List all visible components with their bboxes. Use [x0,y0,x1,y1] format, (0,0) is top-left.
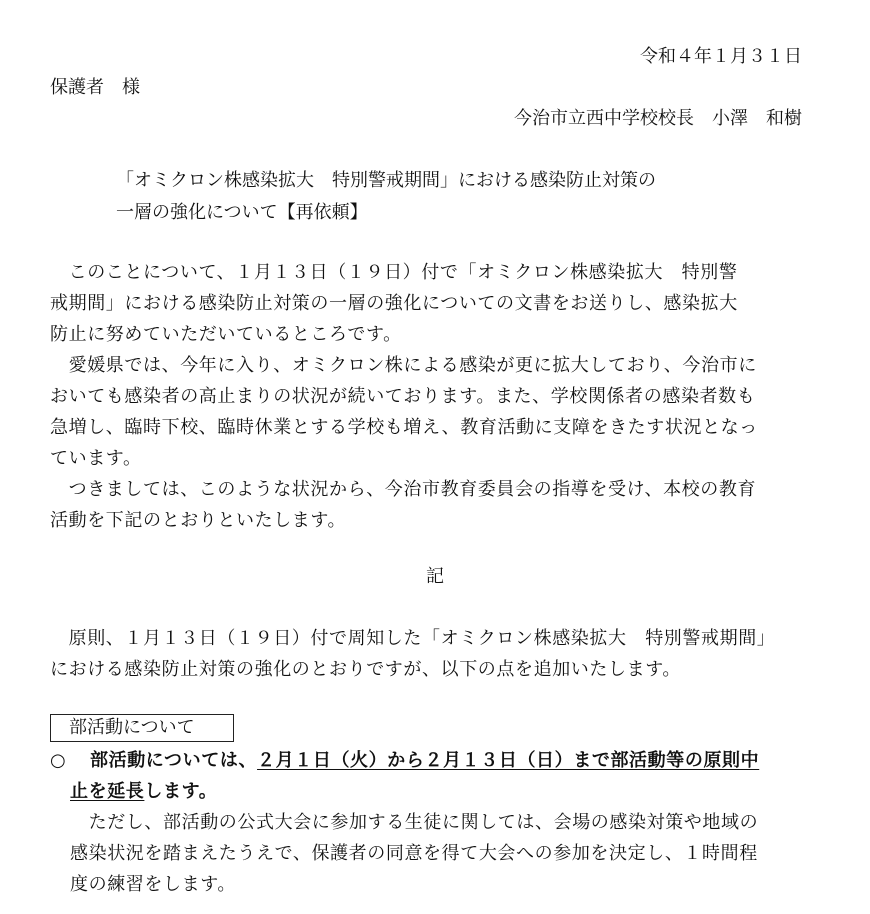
note-line: ただし、部活動の公式大会に参加する生徒に関しては、会場の感染対策や地域の [70,812,759,833]
section-heading: 部活動について [69,717,195,738]
body-line: ています。 [50,448,142,469]
body-line: 愛媛県では、今年に入り、オミクロン株による感染が更に拡大しており、今治市に [50,355,757,376]
section-heading-box [50,714,234,742]
body-line: つきましては、このような状況から、今治市教育委員会の指導を受け、本校の教育 [50,479,757,500]
item-prefix: 部活動については、 [90,750,258,771]
section-item-line-1 [90,750,759,772]
document-title-line-2: 一層の強化について【再依頼】 [116,202,368,223]
note-line: 度の練習をします。 [70,874,236,895]
document-date: 令和４年１月３１日 [640,46,802,67]
body-line: 戒期間」における感染防止対策の一層の強化についての文書をお送りし、感染拡大 [50,293,738,314]
ki-heading: 記 [426,566,444,587]
principle-line: における感染防止対策の強化のとおりですが、以下の点を追加いたします。 [50,659,681,680]
item-underlined-text: 止を延長 [70,781,145,802]
body-line: 急増し、臨時下校、臨時休業とする学校も増え、教育活動に支障をきたす状況となっ [50,417,758,438]
body-line: このことについて、１月１３日（１９日）付で「オミクロン株感染拡大 特別警 [50,262,738,283]
note-line: 感染状況を踏まえたうえで、保護者の同意を得て大会への参加を決定し、１時間程 [70,843,758,864]
body-line: おいても感染者の高止まりの状況が続いております。また、学校関係者の感染者数も [50,386,756,407]
section-item-line-2 [70,781,217,803]
item-suffix: します。 [144,781,218,802]
addressee: 保護者 様 [50,77,140,98]
principle-line: 原則、１月１３日（１９日）付で周知した「オミクロン株感染拡大 特別警戒期間」 [50,628,776,649]
bullet-icon: ○ [50,750,66,771]
body-line: 防止に努めていただいているところです。 [50,324,402,345]
sender-name: 今治市立西中学校校長 小澤 和樹 [514,108,802,129]
item-underlined-text: ２月１日（火）から２月１３日（日）まで部活動等の原則中 [257,750,760,771]
body-line: 活動を下記のとおりといたします。 [50,510,347,531]
document-title-line-1: 「オミクロン株感染拡大 特別警戒期間」における感染防止対策の [116,170,656,191]
